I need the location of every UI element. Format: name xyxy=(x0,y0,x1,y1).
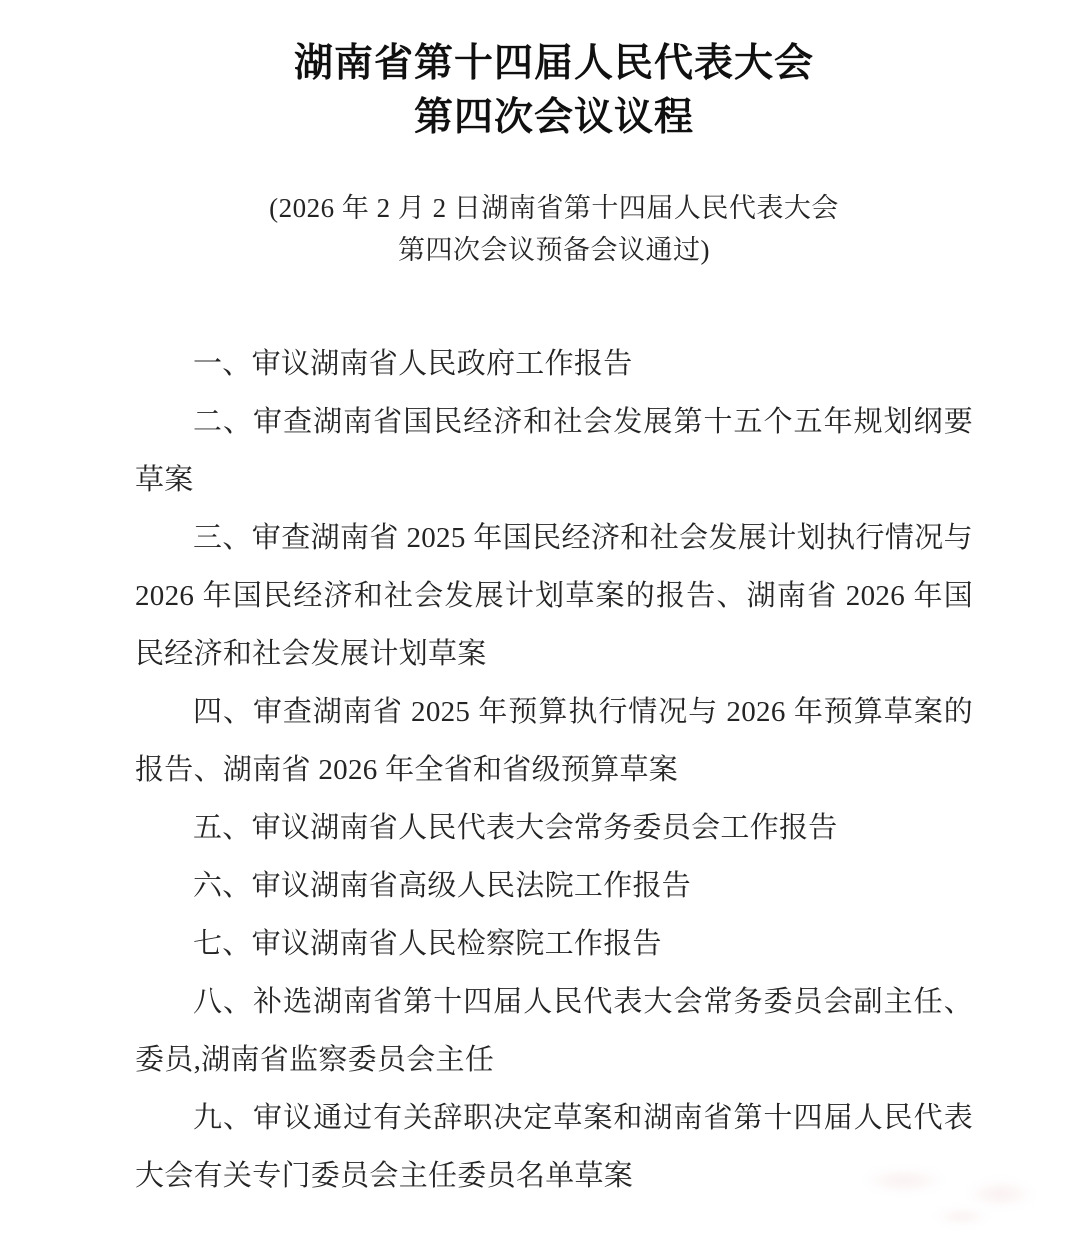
agenda-item-3: 三、审查湖南省 2025 年国民经济和社会发展计划执行情况与 2026 年国民经济和社会发展计划草案的报告、湖南省 2026 年国民经济和社会发展计划草案 xyxy=(135,522,973,670)
agenda-item-5: 五、审议湖南省人民代表大会常务委员会工作报告 xyxy=(193,812,838,844)
agenda-item-2: 二、审查湖南省国民经济和社会发展第十五个五年规划纲要草案 xyxy=(135,406,973,496)
agenda-item-6: 六、审议湖南省高级人民法院工作报告 xyxy=(193,870,692,902)
document-subtitle-line-1: (2026 年 2 月 2 日湖南省第十四届人民代表大会 xyxy=(269,193,839,223)
agenda-item-4: 四、审查湖南省 2025 年预算执行情况与 2026 年预算草案的报告、湖南省 2026 年全省和省级预算草案 xyxy=(135,696,973,786)
agenda-item-1: 一、审议湖南省人民政府工作报告 xyxy=(193,348,633,380)
document-subtitle-line-2: 第四次会议预备会议通过) xyxy=(398,235,710,265)
document-title-line-2: 第四次会议议程 xyxy=(413,96,694,139)
document-title xyxy=(135,37,973,145)
document-subtitle xyxy=(135,187,973,271)
agenda-item-8: 八、补选湖南省第十四届人民代表大会常务委员会副主任、委员,湖南省监察委员会主任 xyxy=(135,986,973,1076)
agenda-list xyxy=(135,335,973,1205)
agenda-item-9: 九、审议通过有关辞职决定草案和湖南省第十四届人民代表大会有关专门委员会主任委员名单草案 xyxy=(135,1102,973,1192)
document-title-line-1: 湖南省第十四届人民代表大会 xyxy=(293,42,814,85)
agenda-item-7: 七、审议湖南省人民检察院工作报告 xyxy=(193,928,662,960)
